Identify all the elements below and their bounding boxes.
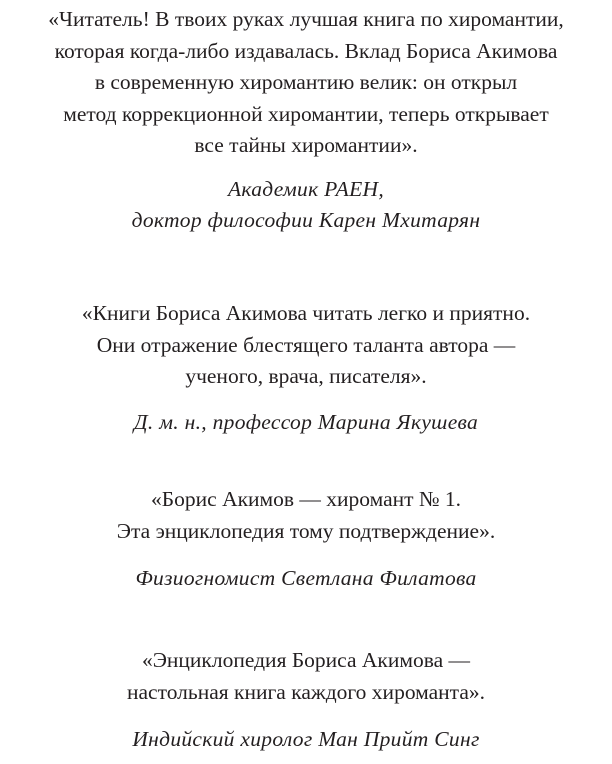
quote-line: «Читатель! В твоих руках лучшая книга по хиромантии,	[48, 7, 564, 31]
quote-line: все тайны хиромантии».	[194, 133, 418, 157]
testimonial-quote	[0, 484, 612, 547]
testimonial-attribution	[0, 724, 612, 755]
quote-line: которая когда-либо издавалась. Вклад Бориса Акимова	[54, 38, 558, 63]
testimonial-quote	[0, 298, 612, 393]
quote-line: Эта энциклопедия тому подтверждение».	[116, 518, 496, 543]
testimonial-4	[0, 645, 612, 755]
quote-line: ученого, врача, писателя».	[185, 364, 427, 388]
testimonial-attribution	[0, 407, 612, 438]
quote-line: настольная книга каждого хироманта».	[126, 679, 485, 704]
testimonial-quote	[0, 4, 612, 162]
testimonial-attribution	[0, 563, 612, 594]
testimonial-attribution	[0, 174, 612, 236]
testimonial-quote	[0, 645, 612, 708]
testimonial-1	[0, 4, 612, 236]
attribution-line: Академик РАЕН,	[227, 176, 385, 201]
testimonial-3	[0, 484, 612, 594]
attribution-line: Индийский хиролог Ман Прийт Синг	[132, 727, 480, 751]
attribution-line: Д. м. н., профессор Марина Якушева	[133, 409, 479, 434]
attribution-line: доктор философии Карен Мхитарян	[131, 207, 481, 232]
testimonial-2	[0, 298, 612, 438]
quote-line: Они отражение блестящего таланта автора —	[96, 332, 516, 357]
attribution-line: Физиогномист Светлана Филатова	[135, 566, 477, 590]
quote-line: «Книги Бориса Акимова читать легко и приятно.	[81, 301, 531, 325]
quote-line: «Энциклопедия Бориса Акимова —	[141, 648, 471, 672]
quote-line: метод коррекционной хиромантии, теперь открывает	[63, 101, 549, 126]
quote-line: в современную хиромантию велик: он открыл	[94, 70, 518, 94]
quote-line: «Борис Акимов — хиромант № 1.	[151, 487, 461, 511]
